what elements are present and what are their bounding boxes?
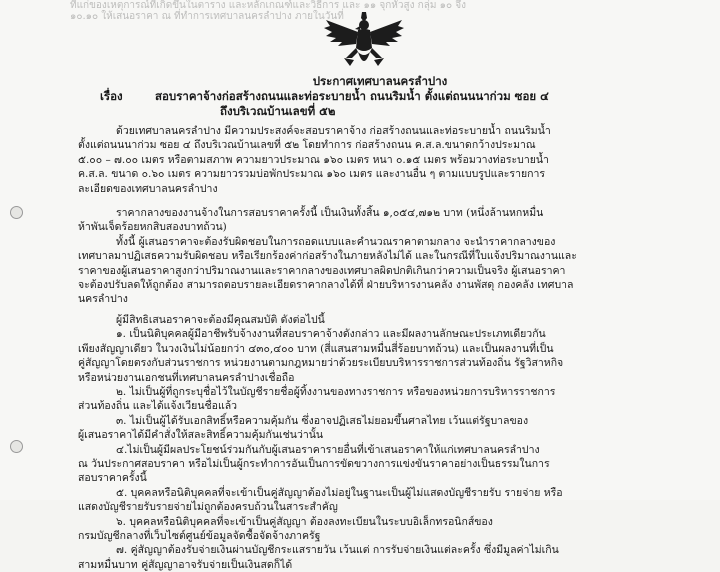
document-body [78,124,680,572]
qualification-6-line1: ๖. บุคคลหรือนิติบุคคลที่จะเข้าเป็นคู่สัญญา ต้องลงทะเบียนในระบบอิเล็กทรอนิกส์ของ [116,515,493,528]
subject-label: เรื่อง [100,89,123,103]
qualification-5-line2: แสดงบัญชีรายรับรายจ่ายไม่ถูกต้องครบถ้วนในสาระสำคัญ [78,501,338,514]
qualification-1-line2: เพียงสัญญาเดียว ในวงเงินไม่น้อยกว่า ๔๓๐,๔๐๐ บาท (สี่แสนสามหมื่นสี่ร้อยบาทถ้วน) และเป็นผลงานที่เป็น [78,342,554,355]
para2-line1: ราคากลางของงานจ้างในการสอบราคาครั้งนี้ เป็นเงินทั้งสิ้น ๑,๐๕๔,๗๑๒ บาท (หนึ่งล้านหกหมื่น [116,207,544,220]
qualification-1-line1: ๑. เป็นนิติบุคคลผู้มีอาชีพรับจ้างงานที่สอบราคาจ้างดังกล่าว และมีผลงานลักษณะประเภทเดียวกัน [116,328,546,341]
punch-hole-top [10,206,23,219]
qualification-2-line2: ส่วนท้องถิ่น และได้แจ้งเวียนชื่อแล้ว [78,400,238,413]
bleed-line-1: ที่แก่ของเหตุการณ์ที่เกิดขึ้นในตาราง และหลักเกณฑ์และวิธีการ และ ๑๑ จุกหัวสูง กลุ่ม ๑๐ จึง [70,0,467,11]
document-title: ประกาศเทศบาลนครลำปาง [312,74,448,88]
para1-line4: ค.ส.ล. ขนาด ๐.๖๐ เมตร ความยาวรวมบ่อพักประมาณ ๑๖๐ เมตร และงานอื่น ๆ ตามแบบรูปและรายการ [78,168,546,181]
document-header [100,74,660,119]
para1-line2: ตั้งแต่ถนนนาก่วม ซอย ๔ ถึงบริเวณบ้านเลขที่ ๕๒ โดยทำการ ก่อสร้างถนน ค.ส.ล.ขนาดกว้างประมาณ [78,139,536,152]
qualification-5-line1: ๕. บุคคลหรือนิติบุคคลที่จะเข้าเป็นคู่สัญญาต้องไม่อยู่ในฐานะเป็นผู้ไม่แสดงบัญชีรายรับ รายจ่าย หรือ [116,486,563,499]
subject-line [100,89,660,104]
para3-line1: ทั้งนี้ ผู้เสนอราคาจะต้องรับผิดชอบในการถอดแบบและคำนวณราคาตามกลาง จะนำราคากลางของ [116,235,556,248]
para3-line5: นครลำปาง [78,293,128,306]
para1-line1: ด้วยเทศบาลนครลำปาง มีความประสงค์จะสอบราคาจ้าง ก่อสร้างถนนและท่อระบายน้ำ ถนนริมน้ำ [116,125,551,137]
para1-line3: ๕.๐๐ – ๗.๐๐ เมตร หรือตามสภาพ ความยาวประมาณ ๑๖๐ เมตร หนา ๐.๑๕ เมตร พร้อมวางท่อระบายน้ำ [78,153,549,166]
para2-line2: ห้าพันเจ็ดร้อยหกสิบสองบาทถ้วน) [78,221,227,234]
para3-line2: เทศบาลมาปฏิเสธความรับผิดชอบ หรือเรียกร้องค่าก่อสร้างในภายหลังไม่ได้ และในกรณีที่ใบแจ้งปริมาณงานและ [78,250,577,263]
subject-text-2: ถึงบริเวณบ้านเลขที่ ๕๒ [220,104,336,118]
qualification-1-line4: หรือหน่วยงานเอกชนที่เทศบาลนครลำปางเชื่อถือ [78,371,295,384]
qualification-7-line1: ๗. คู่สัญญาต้องรับจ่ายเงินผ่านบัญชีกระแสรายวัน เว้นแต่ การรับจ่ายเงินแต่ละครั้ง ซึ่งมีมูลค่าไม่เกิน [116,544,559,557]
para3-line4: จะต้องปรับลดให้ถูกต้อง สามารถตอบรายละเอียดราคากลางได้ที่ ฝ่ายบริหารงานคลัง งานพัสดุ กองคลัง เทศบาล [78,279,574,292]
qualification-7-line2: สามหมื่นบาท คู่สัญญาอาจรับจ่ายเป็นเงินสดก็ได้ [78,558,293,571]
qualification-4-line2: ณ วันประกาศสอบราคา หรือไม่เป็นผู้กระทำการอันเป็นการขัดขวางการแข่งขันราคาอย่างเป็นธรรมในการ [78,457,550,470]
garuda-emblem-icon [322,10,406,72]
qualification-6-line2: กรมบัญชีกลางที่เว็บไซต์ศูนย์ข้อมูลจัดซื้อจัดจ้างภาครัฐ [78,529,321,542]
qualification-2-line1: ๒. ไม่เป็นผู้ที่ถูกระบุชื่อไว้ในบัญชีรายชื่อผู้ทิ้งงานของทางราชการ หรือของหน่วยการบริหารราชการ [116,385,556,398]
subject-text-1: สอบราคาจ้างก่อสร้างถนนและท่อระบายน้ำ ถนนริมน้ำ ตั้งแต่ถนนนาก่วม ซอย ๔ [155,89,549,103]
para3-line3: ราคาของผู้เสนอราคาสูงกว่าปริมาณงานและราคากลางของเทศบาลผิดปกติเกินกว่าความเป็นจริง ผู้เสนอราคา [78,264,566,277]
qualification-1-line3: คู่สัญญาโดยตรงกับส่วนราชการ หน่วยงานตามกฎหมายว่าด้วยระเบียบบริหารราชการส่วนท้องถิ่น รัฐวิสาหกิจ [78,357,564,370]
qualifications-heading: ผู้มีสิทธิเสนอราคาจะต้องมีคุณสมบัติ ดังต่อไปนี้ [116,313,325,326]
qualification-4-line3: สอบราคาครั้งนี้ [78,472,147,485]
qualification-3-line2: ผู้เสนอราคาได้มีคำสั่งให้สละสิทธิ์ความคุ้มกันเช่นว่านั้น [78,429,324,442]
para1-line5: ละเอียดของเทศบาลนครลำปาง [78,182,218,195]
punch-hole-bottom [10,440,23,453]
bleed-line-2: ๑๐.๑๐ ให้เสนอราคา ณ ที่ทำการเทศบาลนครลำปาง ภายในวันที่ [70,11,344,22]
qualification-3-line1: ๓. ไม่เป็นผู้ได้รับเอกสิทธิ์หรือความคุ้มกัน ซึ่งอาจปฏิเสธไม่ยอมขึ้นศาลไทย เว้นแต่รัฐบาลของ [116,414,529,427]
qualification-4-line1: ๔.ไม่เป็นผู้มีผลประโยชน์ร่วมกันกับผู้เสนอราคารายอื่นที่เข้าเสนอราคาให้แก่เทศบาลนครลำปาง [116,443,540,456]
